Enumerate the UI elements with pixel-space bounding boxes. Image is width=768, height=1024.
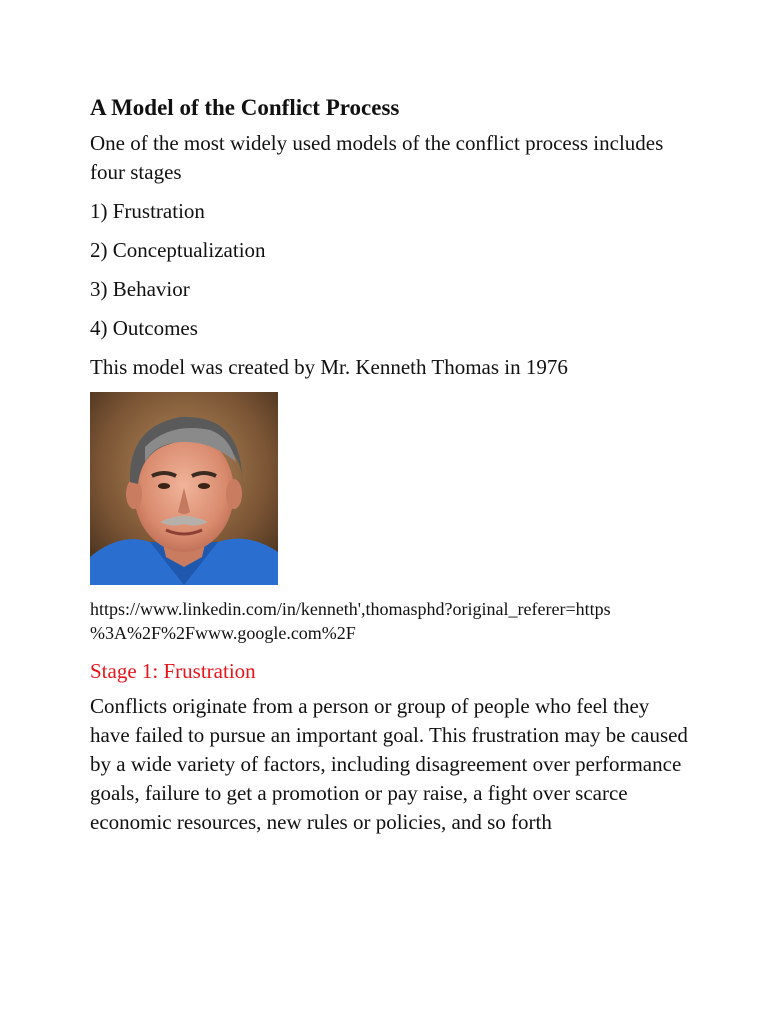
page-title: A Model of the Conflict Process <box>90 95 400 120</box>
stage-1-heading: Stage 1: Frustration <box>90 659 256 683</box>
stage-list-item-1: 1) Frustration <box>90 199 205 223</box>
intro-paragraph: One of the most widely used models of the conflict process includes four stages <box>90 131 664 184</box>
stage-list-item-2: 2) Conceptualization <box>90 238 266 262</box>
stage-list-item-3: 3) Behavior <box>90 277 190 301</box>
stage-list-item-4: 4) Outcomes <box>90 316 198 340</box>
kenneth-thomas-photo <box>90 392 278 585</box>
stage-1-body: Conflicts originate from a person or group of people who feel they have failed to pursue an important goal. This frustration may be caused by a wide variety of factors, including disagreement over performance goals, failure to get a promotion or pay raise, a fight over scarce economic resources, new rules or policies, and so forth <box>90 694 688 834</box>
source-link-line-2[interactable]: %3A%2F%2Fwww.google.com%2F <box>90 623 356 643</box>
source-link-line-1[interactable]: https://www.linkedin.com/in/kenneth',thomasphd?original_referer=https <box>90 599 611 619</box>
document-page <box>90 92 690 847</box>
model-credit: This model was created by Mr. Kenneth Thomas in 1976 <box>90 355 568 379</box>
source-link[interactable] <box>90 597 690 645</box>
